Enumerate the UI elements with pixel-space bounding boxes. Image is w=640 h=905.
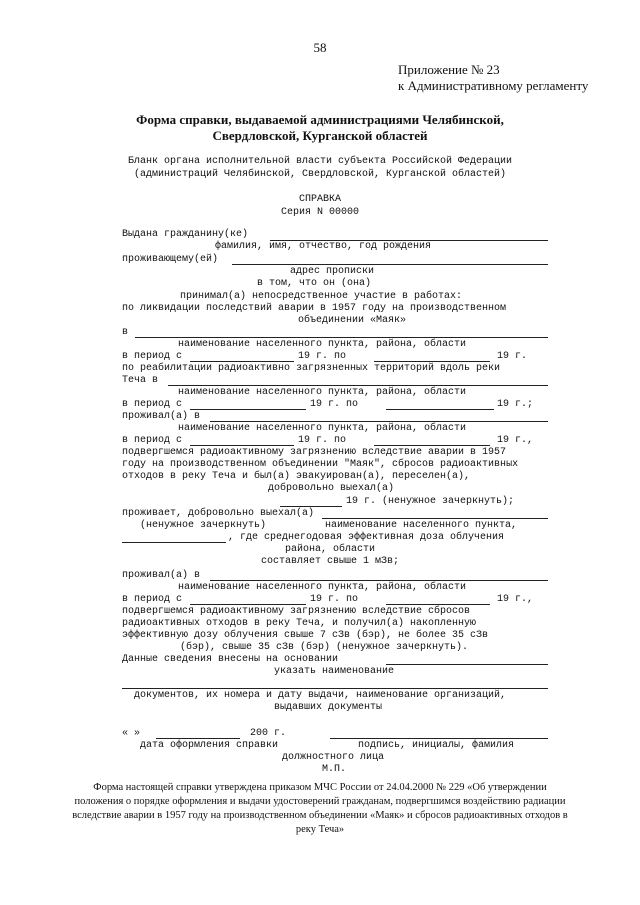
dose-line1: , где среднегодовая эффективная доза облучения [228,532,505,543]
period-to-label-4: 19 г. по [310,594,359,605]
settlement-caption-2: наименование населенного пункта, района, области [178,387,467,398]
period-start-line-2 [190,409,306,410]
residing-line [232,264,548,265]
period-end-year-1: 19 г. [497,351,528,362]
period-end-line-4 [386,604,490,605]
dose-line3: составляет свыше 1 мЗв; [261,556,400,567]
date-line [156,738,240,739]
address-caption: адрес прописки [290,266,375,277]
appendix-number: Приложение № 23 [398,62,500,77]
date-caption: дата оформления справки [140,740,279,751]
that-text: в том, что он (она) [257,278,372,289]
lives-now-label: проживает, добровольно выехал(а) [122,508,315,519]
period-to-label-3: 19 г. по [298,435,347,446]
residing-label: проживающему(ей) [122,254,219,265]
period-start-line-1 [190,361,294,362]
rehab-line2: Теча в [122,375,159,386]
documents-caption1: документов, их номера и дату выдачи, наименование организаций, [134,690,507,701]
period-start-line-4 [190,604,306,605]
period-end-line-2 [386,409,494,410]
rehab-line1: по реабилитации радиоактивно загрязненных территорий вдоль реки [122,363,501,374]
evac-date-line [280,506,342,507]
period-end-year-4: 19 г., [497,594,534,605]
strike-note: 19 г. (ненужное зачеркнуть); [346,496,515,507]
blank-line2: (администраций Челябинской, Свердловской, Курганской областей) [133,169,507,180]
rehab-settlement-line [168,385,548,386]
exposed-line1: подвергшемся радиоактивному загрязнению вследствие аварии в 1957 [122,447,507,458]
appendix-reference: к Административному регламенту [398,78,589,93]
exposed-line2: году на производственном объединении "Маяк", сбросов радиоактивных [122,459,519,470]
basis-label: Данные сведения внесены на основании [122,654,339,665]
signature-line [330,738,548,739]
footnote-line1: Форма настоящей справки утверждена приказом МЧС России от 24.04.2000 № 229 «Об утверждении [93,782,547,793]
settlement-line-1 [135,337,548,338]
lived-in-line-1 [210,421,548,422]
period-from-label-1: в период с [122,351,183,362]
dose-line2: района, области [285,544,376,555]
exposed-line6: радиоактивных отходов в реку Теча, и получил(а) накопленную [122,618,477,629]
lived-in-label-1: проживал(а) в [122,411,201,422]
exposed-line5: подвергшемся радиоактивному загрязнению вследствие сбросов [122,606,471,617]
official-caption: должностного лица [282,752,385,763]
settlement-caption-3: наименование населенного пункта, района, области [178,423,467,434]
period-from-label-2: в период с [122,399,183,410]
period-to-label-2: 19 г. по [310,399,359,410]
lived-in-label-2: проживал(а) в [122,570,201,581]
exposed-line7: эффективную дозу облучения свыше 7 сЗв (бэр), не более 35 сЗв [122,630,489,641]
signature-caption: подпись, инициалы, фамилия [358,740,515,751]
footnote-line4: реку Теча» [295,824,345,835]
date-quote: « » [122,728,141,739]
period-to-label-1: 19 г. по [298,351,347,362]
period-end-line-3 [374,445,490,446]
exposed-line3: отходов в реку Теча и был(а) эвакуирован(а), переселен(а), [122,471,471,482]
year-200: 200 г. [250,728,287,739]
settlement-caption-4: наименование населенного пункта, района, области [178,582,467,593]
footnote-line3: вследствие аварии в 1957 году на производственном объединении «Маяк» и сбросов радиоактивных отходов в [72,810,568,821]
issued-to-label: Выдана гражданину(ке) [122,229,249,240]
footnote-line2: положения о порядке оформления и выдачи удостоверений гражданам, подвергшимся воздействию радиации [74,796,566,807]
period-from-label-4: в период с [122,594,183,605]
strike-short-caption: (ненужное зачеркнуть) [140,520,267,531]
basis-caption: указать наименование [274,666,395,677]
period-start-line-3 [190,445,294,446]
form-title-line2: Свердловской, Курганской областей [212,128,428,143]
form-title-line1: Форма справки, выдаваемой администрациями Челябинской, [136,112,504,127]
liquidation-line2: объединении «Маяк» [298,315,407,326]
liquidation-line1: по ликвидации последствий аварии в 1957 году на производственном [122,303,507,314]
period-from-label-3: в период с [122,435,183,446]
fio-caption: фамилия, имя, отчество, год рождения [215,241,432,252]
blank-line1: Бланк органа исполнительной власти субъекта Российской Федерации [127,156,513,167]
in-label-1: в [122,327,129,338]
doc-name: СПРАВКА [298,194,341,205]
stamp-label: М.П. [322,764,347,775]
settlement-caption-1: наименование населенного пункта, района, области [178,339,467,350]
period-end-line-1 [374,361,490,362]
doc-series: Серия N 00000 [280,207,359,218]
lives-now-line [322,518,548,519]
documents-line [122,688,548,689]
period-end-year-3: 19 г., [497,435,534,446]
period-end-year-2: 19 г.; [497,399,534,410]
documents-caption2: выдавших документы [274,702,383,713]
lived-in-line-2 [210,580,548,581]
page-number: 58 [313,40,327,55]
participated-text: принимал(а) непосредственное участие в работах: [180,291,463,302]
basis-line [386,664,548,665]
settlement-short-caption: наименование населенного пункта, [325,520,518,531]
exposed-line8: (бэр), свыше 35 сЗв (бэр) (ненужное зачеркнуть). [180,642,469,653]
exposed-line4: добровольно выехал(а) [268,483,395,494]
dose-settlement-line [122,542,226,543]
